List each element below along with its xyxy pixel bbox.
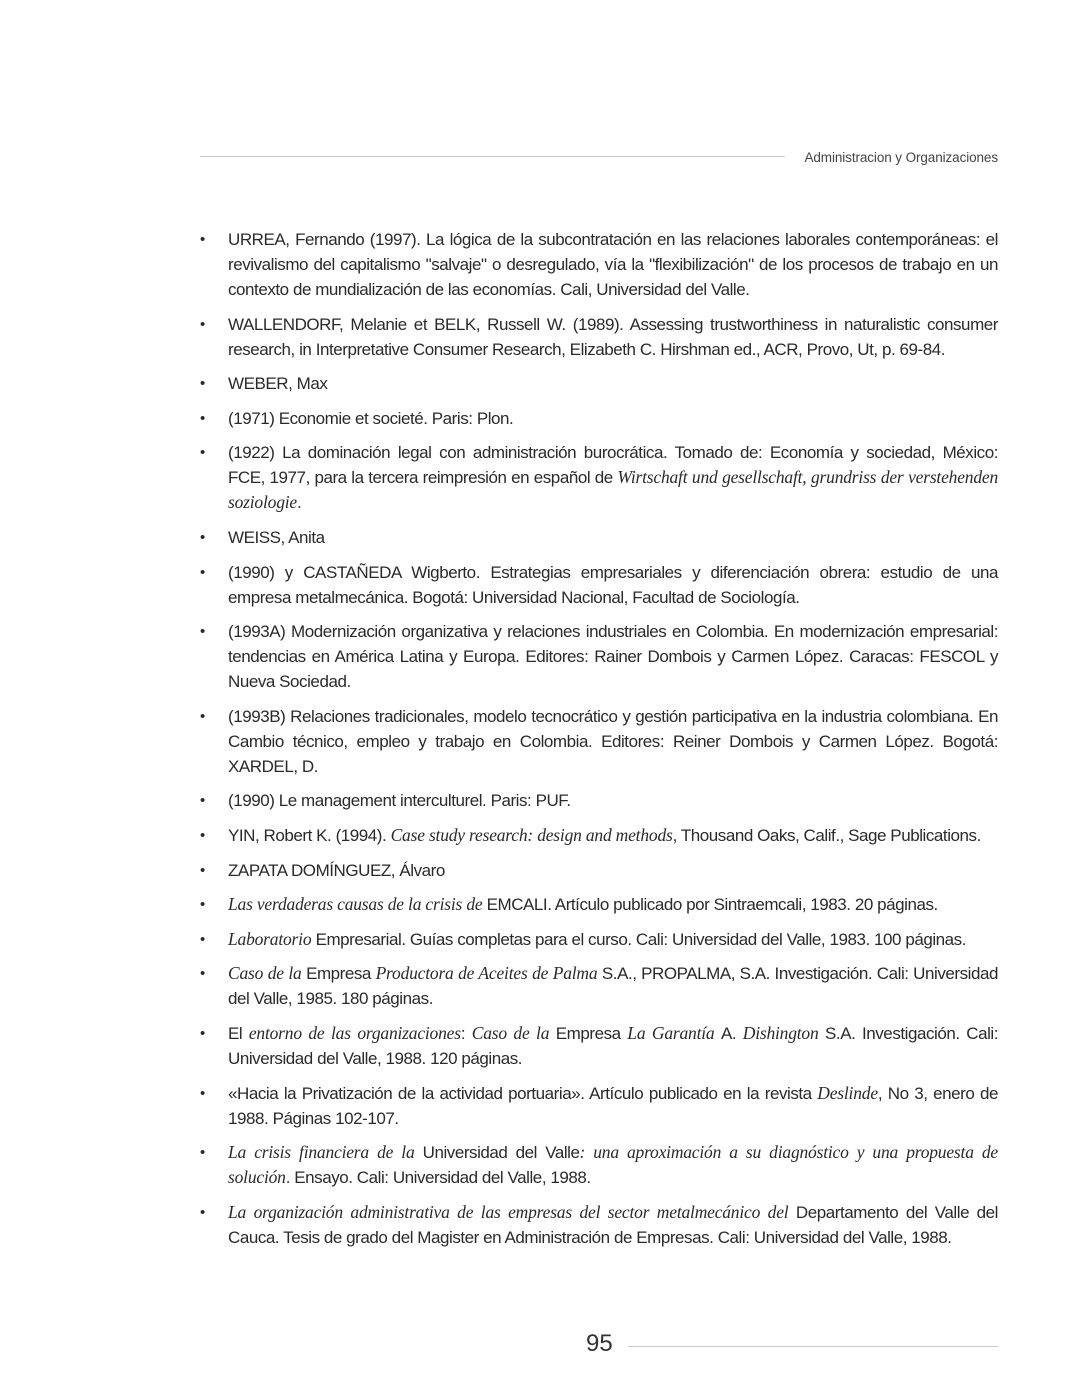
bullet-icon: • (200, 315, 205, 333)
reference-item (200, 371, 998, 396)
footer-rule (628, 1346, 998, 1347)
reference-item (200, 1140, 998, 1190)
reference-text: (1990) Le management interculturel. Paris: PUF. (228, 791, 571, 811)
reference-italic-text: Case study research: design and methods (390, 824, 673, 845)
reference-text: Empresa (306, 964, 376, 984)
reference-item (200, 961, 998, 1011)
reference-text: (1971) Economie et societé. Paris: Plon. (228, 408, 514, 428)
reference-italic-text: : una aproximación a su diagnóstico y una propuesta de solución (228, 1142, 998, 1188)
reference-text: EMCALI. Artículo publicado por Sintraemcali, 1983. 20 páginas. (486, 895, 938, 915)
reference-italic-text: La organización administrativa de las empresas del sector metalmecánico del (228, 1201, 796, 1222)
reference-italic-text: Dishington (742, 1022, 826, 1043)
reference-italic-text: Productora de Aceites de Palma (375, 963, 602, 984)
reference-text: WEISS, Anita (228, 527, 325, 547)
reference-italic-text: Las verdaderas causas de la crisis de (228, 894, 487, 915)
reference-item (200, 1200, 998, 1250)
reference-item (200, 619, 998, 694)
reference-list (200, 227, 998, 1259)
bullet-icon: • (200, 231, 205, 248)
page-number: 95 (586, 1330, 613, 1357)
reference-item (200, 858, 998, 883)
reference-text: ZAPATA DOMÍNGUEZ, Álvaro (228, 860, 445, 880)
header-rule (200, 156, 785, 157)
bullet-icon: • (200, 375, 205, 393)
reference-text: WALLENDORF, Melanie et BELK, Russell W. (1989). Assessing trustworthiness in naturalistic consumer research, in Interpretative Consumer Research, Elizabeth C. Hirshman ed., ACR, Provo, Ut, p. 69-84. (228, 314, 998, 359)
reference-item (200, 406, 998, 431)
reference-text: Universidad del Valle (422, 1143, 580, 1163)
reference-item (200, 788, 998, 813)
reference-text: Empresa (555, 1023, 628, 1043)
reference-text: WEBER, Max (228, 374, 328, 394)
reference-item (200, 227, 998, 302)
bullet-icon: • (200, 623, 205, 641)
reference-text: (1993A) Modernización organizativa y relaciones industriales en Colombia. En modernización empresarial: tendencias en América Latina y Europa. Editores: Rainer Dombois y Carmen López. Caracas: FESCOL y Nueva Sociedad. (228, 622, 998, 692)
bullet-icon: • (200, 965, 205, 983)
reference-italic-text: Deslinde (817, 1082, 878, 1103)
bullet-icon: • (200, 563, 205, 581)
reference-text: Empresarial (315, 929, 402, 949)
reference-text: . Tesis de grado del Magister en Administración de Empresas. Cali: Universidad del Valle, 1988. (274, 1227, 952, 1247)
reference-text: Departamento del Valle del Cauca (228, 1202, 999, 1247)
reference-text: , Thousand Oaks, Calif., Sage Publications. (672, 825, 981, 845)
reference-item (200, 1081, 998, 1131)
reference-text: . Guías completas para el curso. Cali: Universidad del Valle, 1983. 100 páginas. (401, 929, 966, 949)
reference-item (200, 1021, 998, 1071)
bullet-icon: • (200, 1144, 205, 1162)
reference-item (200, 560, 998, 610)
bullet-icon: • (200, 1024, 205, 1042)
reference-text: , No 3, enero de 1988. Páginas 102-107. (228, 1083, 998, 1128)
reference-italic-text: Laboratorio (228, 928, 316, 949)
reference-text: El (228, 1023, 249, 1043)
bullet-icon: • (200, 444, 205, 462)
reference-text: S.A. Investigación. Cali: Universidad del Valle, 1988. 120 páginas. (228, 1023, 998, 1068)
reference-italic-text: La Garantía (627, 1022, 721, 1043)
reference-item (200, 927, 998, 952)
reference-text: YIN, Robert K. (1994). (228, 825, 391, 845)
reference-italic-text: Caso de la (228, 963, 307, 984)
bullet-icon: • (200, 1084, 205, 1102)
bullet-icon: • (200, 409, 205, 427)
bullet-icon: • (200, 792, 205, 810)
reference-text: . Ensayo. Cali: Universidad del Valle, 1988. (285, 1168, 591, 1188)
running-header: Administracion y Organizaciones (804, 150, 998, 165)
reference-text: (1993B) Relaciones tradicionales, modelo tecnocrático y gestión participativa en la industria colombiana. En Cambio técnico, empleo y trabajo en Colombia. Editores: Reiner Dombois y Carmen López. Bogotá: XARDEL, D. (228, 706, 998, 776)
reference-item (200, 704, 998, 779)
bullet-icon: • (200, 826, 205, 844)
reference-italic-text: Caso de la (471, 1022, 556, 1043)
reference-item (200, 440, 998, 515)
reference-text: (1922) La dominación legal con administración burocrática. Tomado de: Economía y sociedad, México: FCE, 1977, para la tercera reimpresión en español de (228, 443, 998, 488)
bullet-icon: • (200, 896, 205, 914)
reference-item (200, 525, 998, 550)
reference-text: . (296, 493, 302, 513)
reference-italic-text: Wirtschaft und gesellschaft, grundriss der verstehenden soziologie (228, 467, 998, 513)
reference-text: «Hacia la Privatización de la actividad portuaria». Artículo publicado en la revista (228, 1083, 818, 1103)
reference-italic-text: La crisis financiera de la (228, 1142, 423, 1163)
reference-text: URREA, Fernando (1997). La lógica de la subcontratación en las relaciones laborales contemporáneas: el revivalismo del capitalismo "salvaje" o desregulado, vía la "flexibilización" de los procesos de trabajo en un contexto de mundialización de las economías. Cali, Universidad del Valle. (228, 230, 998, 299)
reference-italic-text: entorno de las organizaciones (248, 1022, 461, 1043)
reference-item (200, 823, 998, 848)
bullet-icon: • (200, 1203, 205, 1221)
reference-text: : (460, 1023, 472, 1043)
bullet-icon: • (200, 528, 205, 546)
reference-text: A. (720, 1023, 743, 1043)
reference-item (200, 892, 998, 917)
bullet-icon: • (200, 930, 205, 948)
bullet-icon: • (200, 861, 205, 879)
reference-text: S.A., PROPALMA, S.A. Investigación. Cali: Universidad del Valle, 1985. 180 páginas. (228, 964, 998, 1009)
reference-item (200, 312, 998, 362)
reference-text: (1990) y CASTAÑEDA Wigberto. Estrategias empresariales y diferenciación obrera: estudio de una empresa metalmecánica. Bogotá: Universidad Nacional, Facultad de Sociología. (228, 562, 998, 607)
bullet-icon: • (200, 707, 205, 725)
